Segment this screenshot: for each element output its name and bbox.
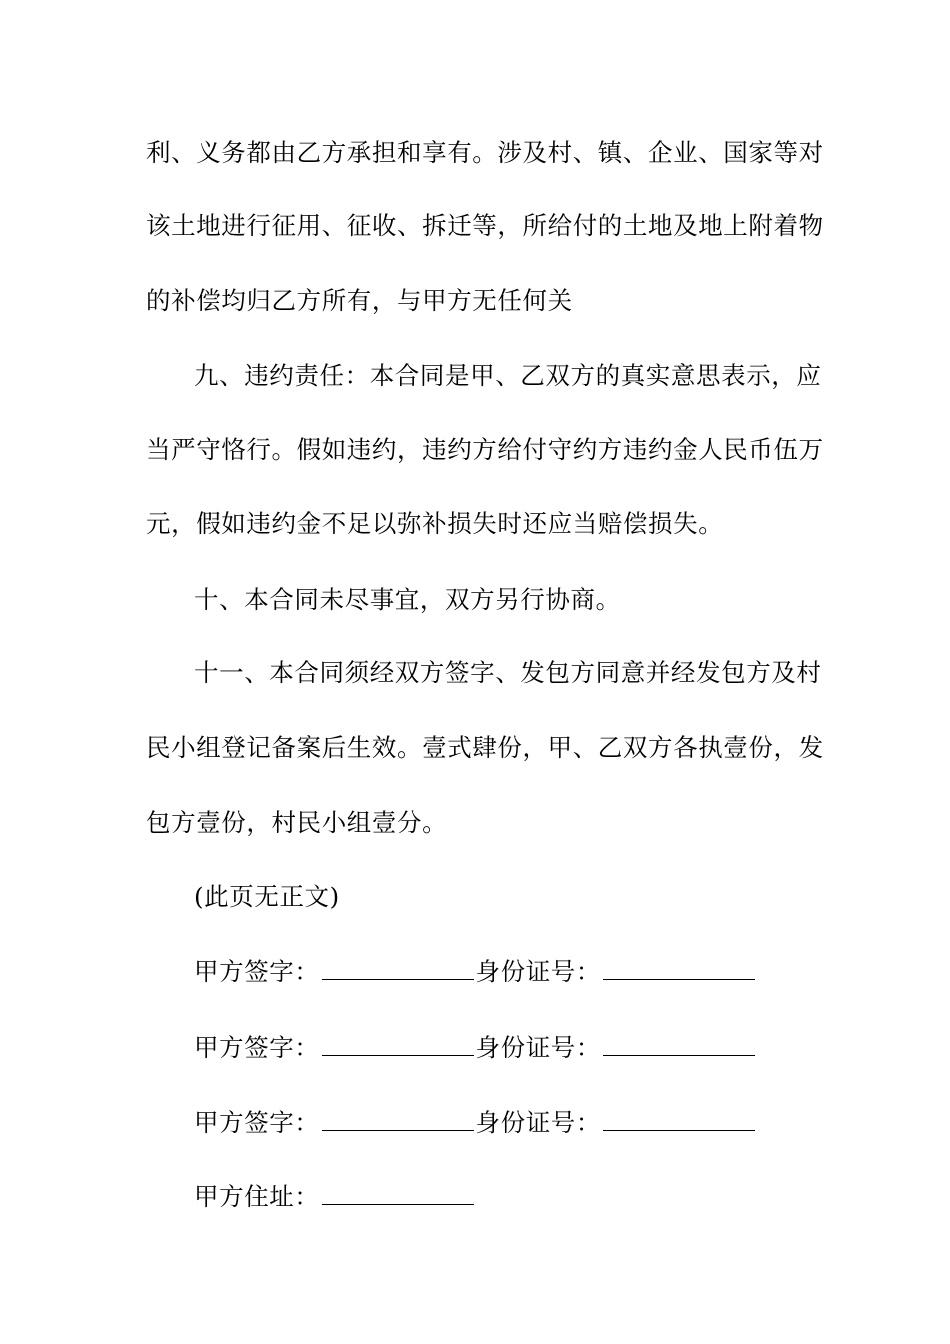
sign-label: 甲方签字： bbox=[194, 957, 320, 986]
paragraph-10-line-1: 十、本合同未尽事宜，双方另行协商。 bbox=[194, 585, 621, 614]
paragraph-9-line-3: 元，假如违约金不足以弥补损失时还应当赔偿损失。 bbox=[146, 509, 724, 538]
signature-blank[interactable] bbox=[322, 957, 474, 980]
id-number-blank[interactable] bbox=[603, 1108, 755, 1131]
no-body-note: (此页无正文) bbox=[194, 882, 340, 911]
signature-blank[interactable] bbox=[322, 1108, 474, 1131]
paragraph-11-line-2: 民小组登记备案后生效。壹式肆份，甲、乙双方各执壹份，发 bbox=[146, 733, 824, 762]
id-label: 身份证号： bbox=[475, 1033, 601, 1062]
paragraph-9-line-1: 九、违约责任：本合同是甲、乙双方的真实意思表示，应 bbox=[194, 361, 822, 390]
paragraph-8-line-1: 利、义务都由乙方承担和享有。涉及村、镇、企业、国家等对 bbox=[146, 138, 824, 167]
signature-row-3 bbox=[194, 1108, 757, 1138]
signature-row-2 bbox=[194, 1033, 757, 1063]
paragraph-11-line-1: 十一、本合同须经双方签字、发包方同意并经发包方及村 bbox=[194, 658, 822, 687]
address-label: 甲方住址： bbox=[194, 1182, 320, 1211]
paragraph-11-line-3: 包方壹份，村民小组壹分。 bbox=[146, 808, 448, 837]
address-blank[interactable] bbox=[322, 1182, 474, 1205]
address-row bbox=[194, 1182, 476, 1212]
id-label: 身份证号： bbox=[475, 957, 601, 986]
paragraph-8-line-2: 该土地进行征用、征收、拆迁等，所给付的土地及地上附着物 bbox=[146, 211, 824, 240]
sign-label: 甲方签字： bbox=[194, 1108, 320, 1137]
sign-label: 甲方签字： bbox=[194, 1033, 320, 1062]
id-number-blank[interactable] bbox=[603, 1033, 755, 1056]
id-number-blank[interactable] bbox=[603, 957, 755, 980]
id-label: 身份证号： bbox=[475, 1108, 601, 1137]
signature-row-1 bbox=[194, 957, 757, 987]
paragraph-8-line-3: 的补偿均归乙方所有，与甲方无任何关 bbox=[146, 286, 573, 315]
signature-blank[interactable] bbox=[322, 1033, 474, 1056]
paragraph-9-line-2: 当严守恪行。假如违约，违约方给付守约方违约金人民币伍万 bbox=[146, 435, 824, 464]
